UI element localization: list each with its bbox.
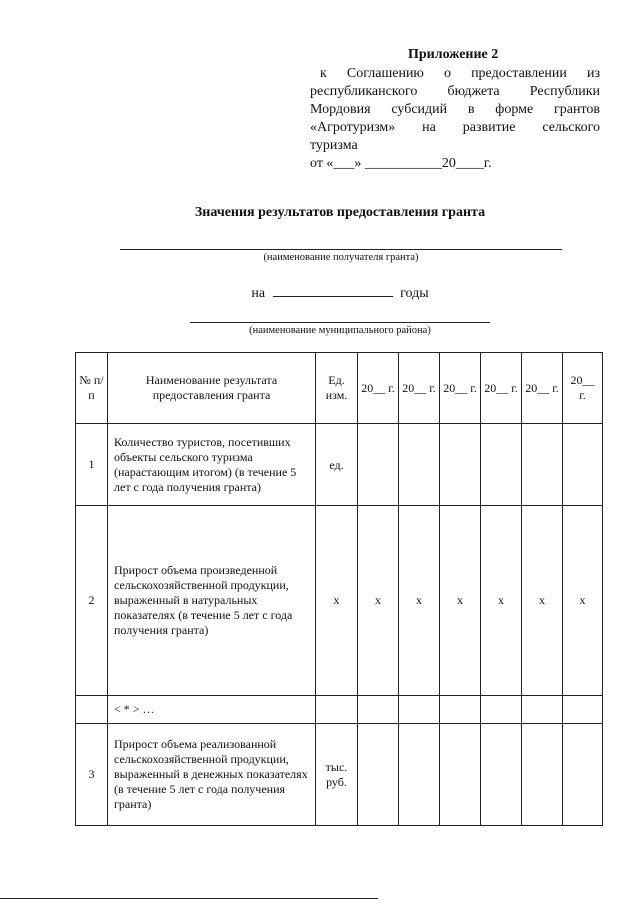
row-value xyxy=(358,424,399,506)
row-num: 3 xyxy=(76,724,108,826)
district-caption: (наименование муниципального района) xyxy=(249,325,431,336)
row-value xyxy=(440,696,481,724)
header-year: 20__ г. xyxy=(440,353,481,424)
row-value xyxy=(399,724,440,826)
header-year: 20__ г. xyxy=(358,353,399,424)
appendix-line-4: «Агротуризм» на развитие сельского xyxy=(310,120,600,135)
row-value xyxy=(522,696,563,724)
row-unit: ед. xyxy=(316,424,358,506)
header-year: 20__ г. xyxy=(563,353,603,424)
row-unit: тыс. руб. xyxy=(316,724,358,826)
appendix-line-1: к Соглашению о предоставлении из xyxy=(320,66,600,81)
row-value xyxy=(481,696,522,724)
row-num xyxy=(76,696,108,724)
row-value xyxy=(481,724,522,826)
row-name: Прирост объема произведенной сельскохозяйственной продукции, выраженный в натуральных показателях (в течение 5 лет с года получения гранта) xyxy=(108,506,316,696)
appendix-date-line: от «___» ___________20____г. xyxy=(310,156,492,171)
header-year: 20__ г. xyxy=(522,353,563,424)
table-row xyxy=(76,506,603,696)
row-name: Прирост объема реализованной сельскохозяйственной продукции, выраженный в денежных показателях (в течение 5 лет с года получения гранта) xyxy=(108,724,316,826)
years-prefix: на xyxy=(251,286,266,301)
results-table xyxy=(75,352,603,826)
appendix-line-2: республиканского бюджета Республики xyxy=(310,84,600,99)
row-num: 1 xyxy=(76,424,108,506)
row-value xyxy=(563,424,603,506)
row-value: х xyxy=(440,506,481,696)
footnote-separator xyxy=(0,898,378,899)
row-name: < * > … xyxy=(108,696,316,724)
row-value xyxy=(563,696,603,724)
table-row xyxy=(76,424,603,506)
row-value xyxy=(440,724,481,826)
row-value xyxy=(481,424,522,506)
header-name: Наименование результата предоставления гранта xyxy=(108,353,316,424)
row-value: х xyxy=(522,506,563,696)
page-title: Значения результатов предоставления гранта xyxy=(194,205,486,220)
row-value xyxy=(358,696,399,724)
header-num: № п/п xyxy=(76,353,108,424)
table-row xyxy=(76,696,603,724)
header-year: 20__ г. xyxy=(481,353,522,424)
row-unit xyxy=(316,696,358,724)
row-value xyxy=(399,696,440,724)
table-row xyxy=(76,724,603,826)
table-header-row xyxy=(76,353,603,424)
row-value: х xyxy=(563,506,603,696)
recipient-caption: (наименование получателя гранта) xyxy=(263,252,419,263)
row-value: х xyxy=(481,506,522,696)
header-year: 20__ г. xyxy=(399,353,440,424)
years-row xyxy=(0,284,640,302)
row-value xyxy=(522,724,563,826)
years-blank xyxy=(273,284,393,297)
row-value xyxy=(522,424,563,506)
row-value xyxy=(358,724,399,826)
row-num: 2 xyxy=(76,506,108,696)
row-value: х xyxy=(358,506,399,696)
appendix-line-3: Мордовия субсидий в форме грантов xyxy=(310,102,600,117)
recipient-line xyxy=(120,249,562,250)
row-name: Количество туристов, посетивших объекты сельского туризма (нарастающим итогом) (в течение 5 лет с года получения гранта) xyxy=(108,424,316,506)
row-value xyxy=(563,724,603,826)
years-suffix: годы xyxy=(400,286,429,301)
header-unit: Ед. изм. xyxy=(316,353,358,424)
district-line xyxy=(190,322,490,323)
appendix-line-5: туризма xyxy=(310,138,358,153)
appendix-title: Приложение 2 xyxy=(408,47,499,62)
appendix-text xyxy=(310,65,600,173)
row-unit: х xyxy=(316,506,358,696)
row-value: х xyxy=(399,506,440,696)
row-value xyxy=(399,424,440,506)
row-value xyxy=(440,424,481,506)
